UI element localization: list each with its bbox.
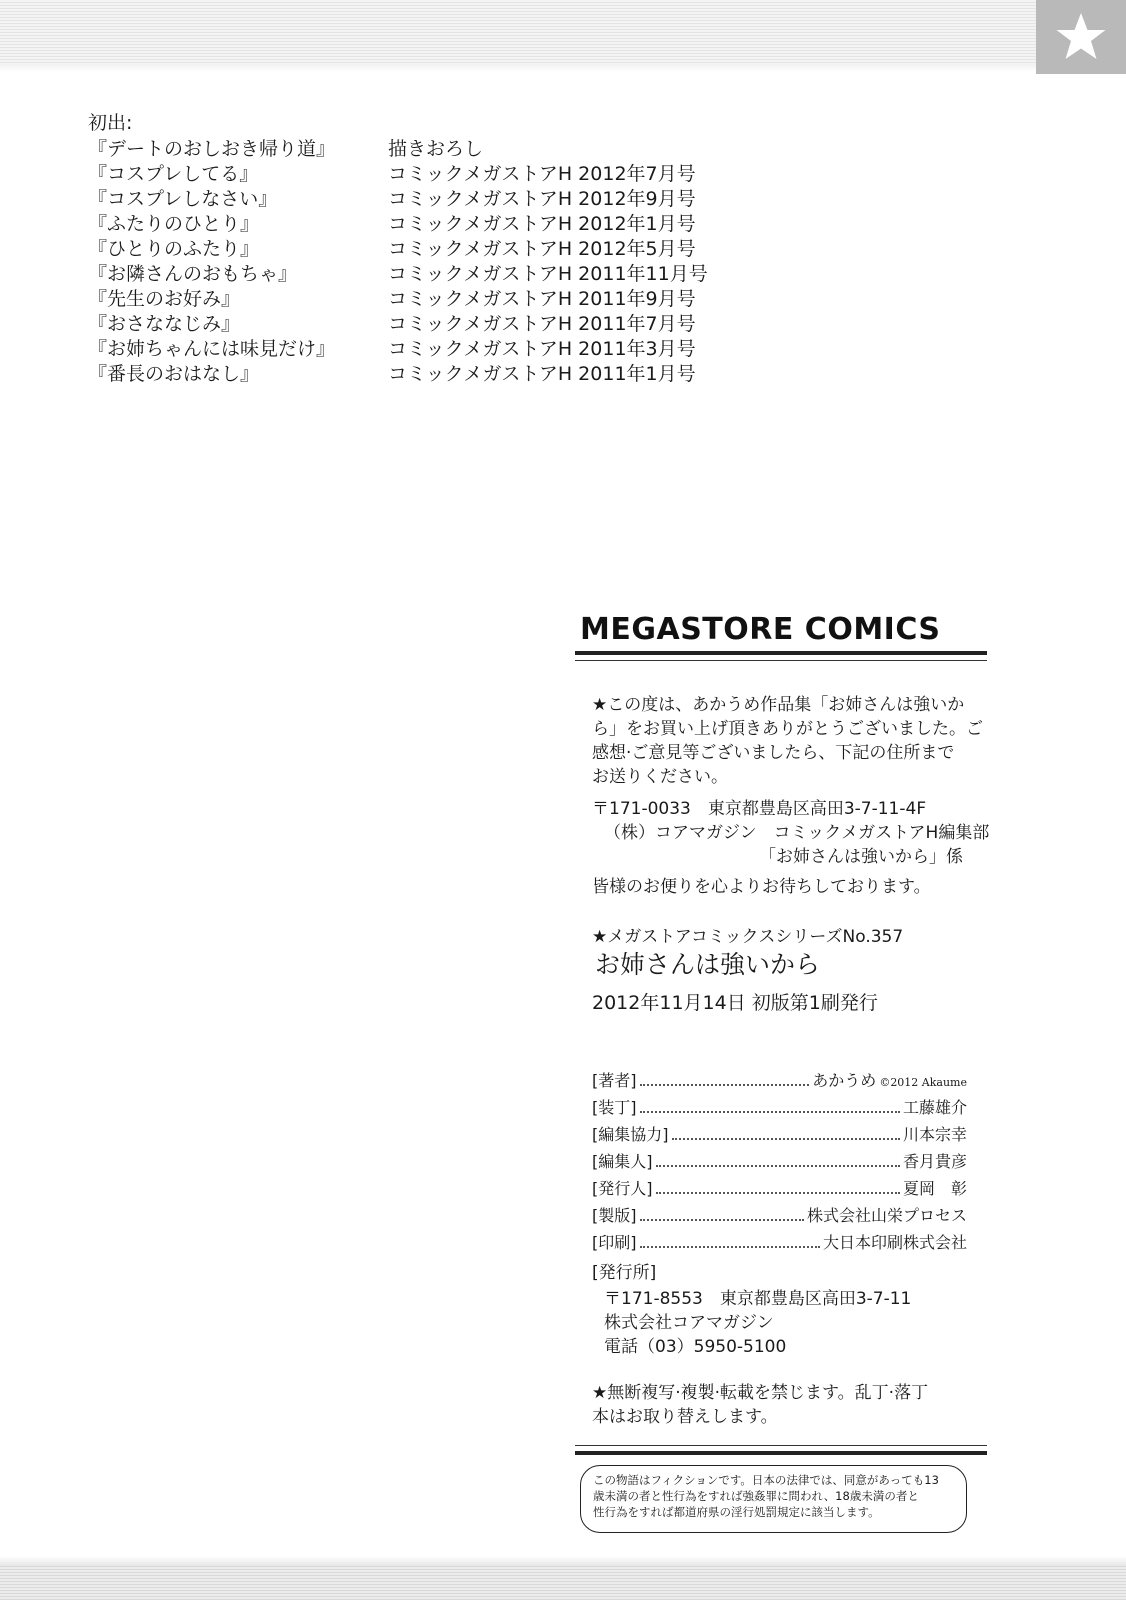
leader-dots xyxy=(640,1074,810,1086)
credit-name: 川本宗幸 xyxy=(902,1125,967,1144)
list-item xyxy=(88,159,738,184)
credit-name: 夏岡 彰 xyxy=(902,1179,967,1198)
divider xyxy=(575,1451,987,1455)
credit-role: [編集人] xyxy=(592,1152,653,1171)
fiction-notice-line: 性行為をすれば都道府県の淫行処罰規定に該当します。 xyxy=(593,1505,880,1519)
story-title: 『おさななじみ』 xyxy=(88,313,241,335)
thanks-line: お送りください。 xyxy=(592,767,728,787)
story-title: 『番長のおはなし』 xyxy=(88,363,260,385)
publisher-address: 〒171-8553 東京都豊島区高田3-7-11 xyxy=(604,1289,912,1309)
story-publication: 描きおろし xyxy=(388,138,484,160)
list-item xyxy=(88,259,738,284)
story-title: 『コスプレしなさい』 xyxy=(88,188,278,210)
credit-row xyxy=(592,1068,967,1090)
credit-role: [発行人] xyxy=(592,1179,653,1198)
leader-dots xyxy=(656,1155,900,1167)
leader-dots xyxy=(656,1182,900,1194)
list-item xyxy=(88,284,738,309)
list-item xyxy=(88,184,738,209)
editorial-department: （株）コアマガジン コミックメガストアH編集部 xyxy=(604,823,990,843)
thanks-line: ★この度は、あかうめ作品集「お姉さんは強いか xyxy=(592,695,965,715)
story-title: 『先生のお好み』 xyxy=(88,288,241,310)
story-publication: コミックメガストアH 2011年1月号 xyxy=(388,363,696,385)
fiction-notice-line: 歳未満の者と性行為をすれば強姦罪に問われ、18歳未満の者と xyxy=(593,1489,919,1503)
credit-row xyxy=(592,1230,967,1252)
story-publication: コミックメガストアH 2012年5月号 xyxy=(388,238,696,260)
story-title: 『コスプレしてる』 xyxy=(88,163,259,185)
list-item xyxy=(88,209,738,234)
divider xyxy=(575,660,987,661)
credit-role: [印刷] xyxy=(592,1233,637,1252)
top-page-band xyxy=(0,0,1126,72)
credit-role: [著者] xyxy=(592,1071,637,1090)
publisher-phone: 電話（03）5950-5100 xyxy=(604,1337,787,1357)
thanks-line: ら」をお買い上げ頂きありがとうございました。ご xyxy=(592,719,983,739)
star-icon xyxy=(1054,11,1108,63)
story-publication: コミックメガストアH 2012年7月号 xyxy=(388,163,696,185)
thanks-line: 感想·ご意見等ございましたら、下記の住所まで xyxy=(592,743,955,763)
copyright-notice-line: 本はお取り替えします。 xyxy=(592,1407,778,1427)
editorial-address: 〒171-0033 東京都豊島区高田3-7-11-4F xyxy=(592,799,927,819)
first-appearance-heading: 初出: xyxy=(88,112,133,134)
publisher-company: 株式会社コアマガジン xyxy=(604,1313,774,1333)
list-item xyxy=(88,134,738,159)
credit-role: [装丁] xyxy=(592,1098,637,1117)
closing-line: 皆様のお便りを心よりお待ちしております。 xyxy=(592,877,931,897)
book-title: お姉さんは強いから xyxy=(595,950,821,979)
release-date: 2012年11月14日 初版第1刷発行 xyxy=(592,992,878,1014)
story-title: 『お隣さんのおもちゃ』 xyxy=(88,263,298,285)
corner-tab xyxy=(1036,0,1126,74)
credit-row xyxy=(592,1203,967,1225)
credit-name: あかうめ ©2012 Akaume xyxy=(812,1071,967,1090)
list-item xyxy=(88,234,738,259)
credit-row xyxy=(592,1149,967,1171)
story-publication: コミックメガストアH 2012年9月号 xyxy=(388,188,696,210)
leader-dots xyxy=(640,1209,804,1221)
brand-logo: MEGASTORE COMICS xyxy=(580,612,941,647)
credit-name: 工藤雄介 xyxy=(902,1098,967,1117)
list-item xyxy=(88,359,738,384)
story-title: 『ふたりのひとり』 xyxy=(88,213,260,235)
credit-name: 香月貴彦 xyxy=(902,1152,967,1171)
publisher-label: [発行所] xyxy=(592,1263,657,1283)
bottom-page-band xyxy=(0,1556,1126,1600)
fiction-notice-line: この物語はフィクションです。日本の法律では、同意があっても13 xyxy=(593,1473,939,1487)
story-publication: コミックメガストアH 2011年7月号 xyxy=(388,313,696,335)
copyright-notice-line: ★無断複写·複製·転載を禁じます。乱丁·落丁 xyxy=(592,1383,929,1403)
credit-row xyxy=(592,1095,967,1117)
credit-name: 大日本印刷株式会社 xyxy=(822,1233,967,1252)
leader-dots xyxy=(672,1128,900,1140)
leader-dots xyxy=(640,1236,820,1248)
story-publication: コミックメガストアH 2011年3月号 xyxy=(388,338,696,360)
divider xyxy=(575,651,987,655)
credit-role: [製版] xyxy=(592,1206,637,1225)
story-publication: コミックメガストアH 2012年1月号 xyxy=(388,213,696,235)
story-title: 『お姉ちゃんには味見だけ』 xyxy=(88,338,336,360)
copyright-mark: ©2012 Akaume xyxy=(879,1076,967,1089)
list-item xyxy=(88,309,738,334)
story-title: 『ひとりのふたり』 xyxy=(88,238,260,260)
credit-name: 株式会社山栄プロセス xyxy=(806,1206,967,1225)
credit-role: [編集協力] xyxy=(592,1125,669,1144)
credit-row xyxy=(592,1176,967,1198)
story-title: 『デートのおしおき帰り道』 xyxy=(88,138,336,160)
leader-dots xyxy=(640,1101,900,1113)
story-publication: コミックメガストアH 2011年9月号 xyxy=(388,288,696,310)
credit-row xyxy=(592,1122,967,1144)
fiction-notice-box xyxy=(580,1465,967,1533)
divider xyxy=(575,1445,987,1446)
series-label: ★メガストアコミックスシリーズNo.357 xyxy=(592,927,904,947)
list-item xyxy=(88,334,738,359)
story-publication: コミックメガストアH 2011年11月号 xyxy=(388,263,708,285)
editorial-attention: 「お姉さんは強いから」係 xyxy=(759,847,963,867)
